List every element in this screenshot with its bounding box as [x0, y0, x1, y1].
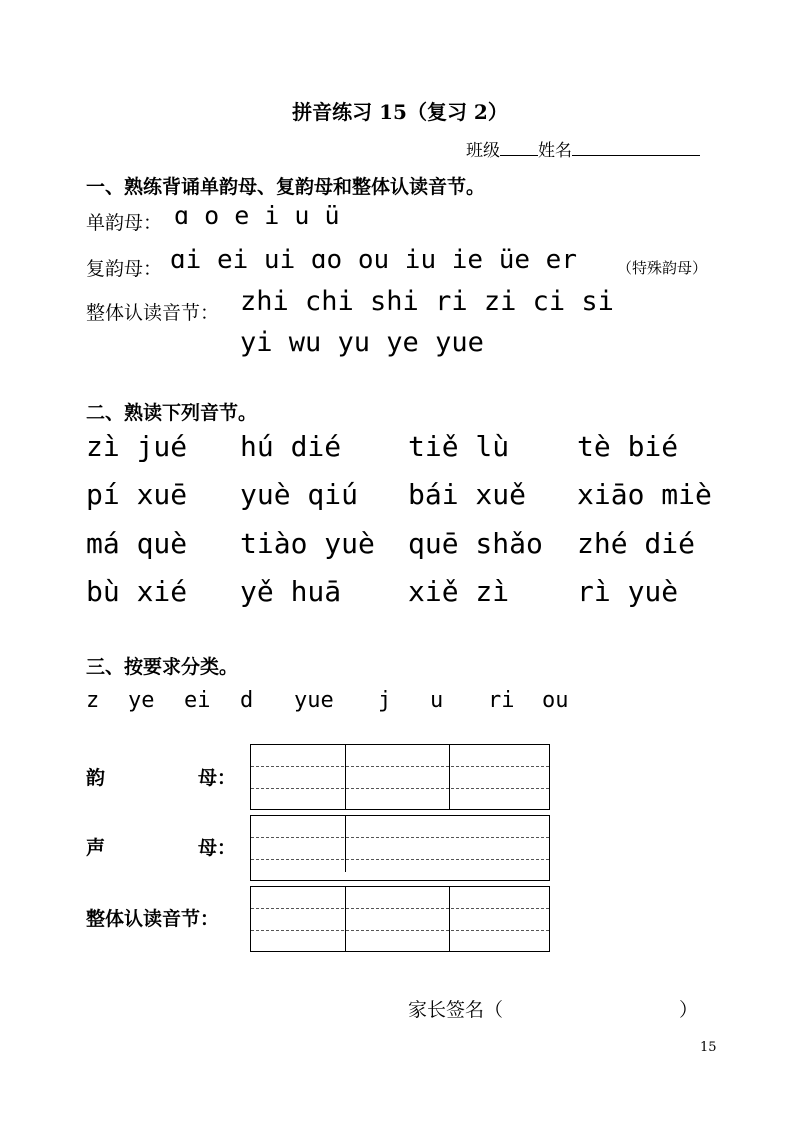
grid-divider: [345, 887, 346, 951]
syllable-cell: tè bié: [577, 430, 679, 463]
initials-category-char1: 声: [86, 837, 106, 859]
section2-heading: 二、熟读下列音节。: [86, 402, 258, 424]
syllable-cell: pí xuē: [86, 478, 188, 511]
syllable-cell: zhé dié: [577, 527, 696, 560]
class-name-line: [466, 136, 700, 161]
syllable-cell: yě huā: [240, 575, 342, 608]
compound-finals: ɑi ei ui ɑo ou iu ie üe er: [170, 245, 577, 275]
parent-signature-label: 家长签名（: [408, 999, 504, 1021]
classify-item: j: [378, 688, 392, 713]
special-finals-note: （特殊韵母）: [617, 259, 708, 277]
classify-item: ei: [184, 688, 211, 713]
whole-syllables-category: 整体认读音节：: [86, 908, 220, 930]
name-label: 姓名: [538, 141, 572, 161]
finals-category-char1: 韵: [86, 767, 106, 789]
grid-dashed-line: [251, 930, 549, 931]
grid-divider: [345, 745, 346, 809]
grid-dashed-line: [251, 766, 549, 767]
syllable-cell: tiào yuè: [240, 527, 375, 560]
syllable-cell: bù xié: [86, 575, 188, 608]
classify-item: yue: [294, 688, 334, 713]
grid-divider: [449, 887, 450, 951]
syllable-cell: bái xuě: [408, 478, 527, 511]
finals-category-char2: 母：: [198, 767, 237, 789]
parent-signature: [408, 995, 698, 1022]
page-number: 15: [700, 1040, 717, 1055]
classify-item: ou: [542, 688, 569, 713]
grid-dashed-line: [251, 837, 549, 838]
name-blank[interactable]: [572, 139, 700, 156]
syllable-cell: yuè qiú: [240, 478, 359, 511]
syllable-cell: quē shǎo: [408, 527, 543, 560]
whole-syllables-writing-grid[interactable]: [250, 886, 550, 952]
classify-item: ri: [488, 688, 515, 713]
whole-syllables-label: 整体认读音节：: [86, 302, 220, 324]
initials-category-char2: 母：: [198, 837, 237, 859]
grid-divider: [449, 745, 450, 809]
class-label: 班级: [466, 141, 500, 161]
single-finals: ɑ o e i u ü: [174, 201, 340, 230]
grid-divider: [345, 816, 346, 872]
grid-dashed-line: [251, 908, 549, 909]
page-title: 拼音练习 15（复习 2）: [292, 100, 508, 124]
section3-heading: 三、按要求分类。: [86, 656, 239, 678]
syllable-cell: rì yuè: [577, 575, 679, 608]
finals-writing-grid[interactable]: [250, 744, 550, 810]
single-finals-label: 单韵母：: [86, 212, 163, 234]
classify-item: d: [240, 688, 254, 713]
syllable-cell: zì jué: [86, 430, 188, 463]
initials-writing-grid[interactable]: [250, 815, 550, 881]
whole-syllables-line2: yi wu yu ye yue: [240, 327, 484, 358]
syllable-cell: má què: [86, 527, 188, 560]
syllable-cell: tiě lù: [408, 430, 510, 463]
grid-dashed-line: [251, 859, 549, 860]
syllable-cell: xiě zì: [408, 575, 510, 608]
class-blank[interactable]: [500, 139, 538, 156]
compound-finals-label: 复韵母：: [86, 258, 163, 280]
whole-syllables-line1: zhi chi shi ri zi ci si: [240, 286, 614, 317]
classify-item: ye: [128, 688, 155, 713]
syllable-cell: hú dié: [240, 430, 342, 463]
classify-item: z: [86, 688, 100, 713]
grid-dashed-line: [251, 788, 549, 789]
classify-item: u: [430, 688, 444, 713]
section1-heading: 一、熟练背诵单韵母、复韵母和整体认读音节。: [86, 176, 486, 198]
parent-signature-close: ）: [679, 999, 699, 1021]
syllable-cell: xiāo miè: [577, 478, 712, 511]
